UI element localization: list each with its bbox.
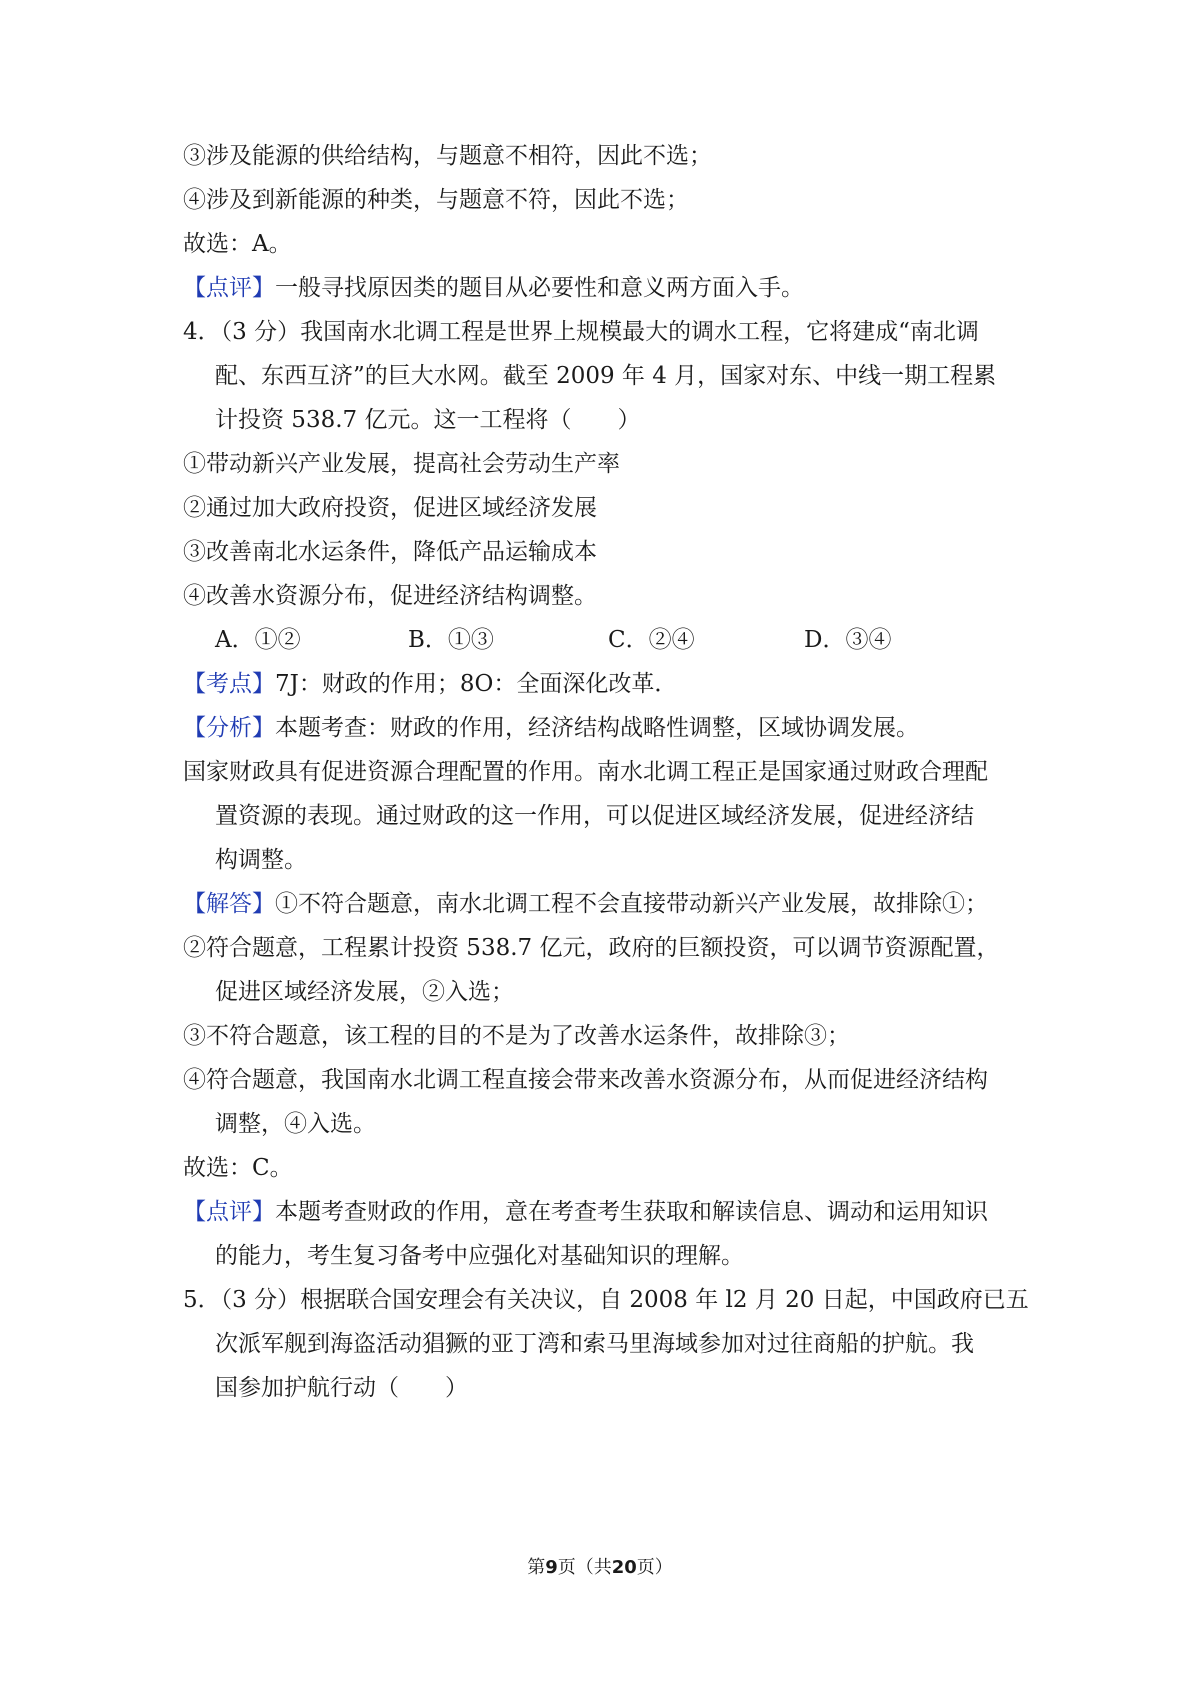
page-number: 9 [545,1557,558,1578]
review-tag: 【点评】 [183,275,275,301]
page-footer [0,1556,1200,1580]
option-d: D．③④ [804,627,892,653]
option-c: C．②④ [608,627,695,653]
solution-line-cont: 促进区域经济发展，②入选； [215,979,514,1005]
jieda-text: ①不符合题意，南水北调工程不会直接带动新兴产业发展，故排除①； [275,891,988,917]
question-5-stem-cont: 国参加护航行动（ ） [215,1375,468,1401]
text-line: ④涉及到新能源的种类，与题意不符，因此不选； [183,187,689,213]
analysis-paragraph-cont: 置资源的表现。通过财政的这一作用，可以促进区域经济发展，促进经济结 [215,803,974,829]
option-b: B．①③ [408,627,494,653]
text-line: ③涉及能源的供给结构，与题意不相符，因此不选； [183,143,712,169]
question-5-stem: 5．（3 分）根据联合国安理会有关决议，自 2008 年 l2 月 20 日起，中国政府已五 [183,1287,1029,1313]
question-5-stem-cont: 次派军舰到海盗活动猖獗的亚丁湾和索马里海域参加对过往商船的护航。我 [215,1331,974,1357]
answer-options [215,624,975,656]
review-tag: 【点评】 [183,1199,275,1225]
footer-middle: 页（共 [557,1557,612,1578]
review-line-cont: 的能力，考生复习备考中应强化对基础知识的理解。 [215,1243,744,1269]
review-line [183,1196,988,1228]
fenxi-tag: 【分析】 [183,715,275,741]
footer-prefix: 第 [527,1557,546,1578]
review-line [183,272,804,304]
answer-line: 故选：A。 [183,231,292,257]
question-4-stem: 4．（3 分）我国南水北调工程是世界上规模最大的调水工程，它将建成“南北调 [183,319,979,345]
kaodian-line [183,668,677,700]
solution-line-cont: 调整，④入选。 [215,1111,376,1137]
solution-line: ④符合题意，我国南水北调工程直接会带来改善水资源分布，从而促进经济结构 [183,1067,988,1093]
statement-item: ③改善南北水运条件，降低产品运输成本 [183,539,597,565]
statement-item: ②通过加大政府投资，促进区域经济发展 [183,495,597,521]
fenxi-text: 本题考查：财政的作用，经济结构战略性调整，区域协调发展。 [275,715,919,741]
question-4-stem-cont: 配、东西互济”的巨大水网。截至 2009 年 4 月，国家对东、中线一期工程累 [215,363,997,389]
jieda-tag: 【解答】 [183,891,275,917]
analysis-paragraph: 国家财政具有促进资源合理配置的作用。南水北调工程正是国家通过财政合理配 [183,759,988,785]
statement-item: ①带动新兴产业发展，提高社会劳动生产率 [183,451,620,477]
solution-line: ②符合题意，工程累计投资 538.7 亿元，政府的巨额投资，可以调节资源配置， [183,935,1000,961]
jieda-line [183,888,988,920]
option-a: A．①② [215,627,301,653]
solution-line: ③不符合题意，该工程的目的不是为了改善水运条件，故排除③； [183,1023,850,1049]
analysis-paragraph-cont: 构调整。 [215,847,307,873]
kaodian-tag: 【考点】 [183,671,275,697]
kaodian-text: 7J：财政的作用；8O：全面深化改革． [275,671,678,697]
statement-item: ④改善水资源分布，促进经济结构调整。 [183,583,597,609]
question-4-stem-cont: 计投资 538.7 亿元。这一工程将（ ） [215,407,641,433]
review-text: 本题考查财政的作用，意在考查考生获取和解读信息、调动和运用知识 [275,1199,988,1225]
answer-line: 故选：C。 [183,1155,293,1181]
review-text: 一般寻找原因类的题目从必要性和意义两方面入手。 [275,275,804,301]
footer-suffix: 页） [636,1557,673,1578]
fenxi-line [183,712,919,744]
total-pages: 20 [611,1557,637,1578]
